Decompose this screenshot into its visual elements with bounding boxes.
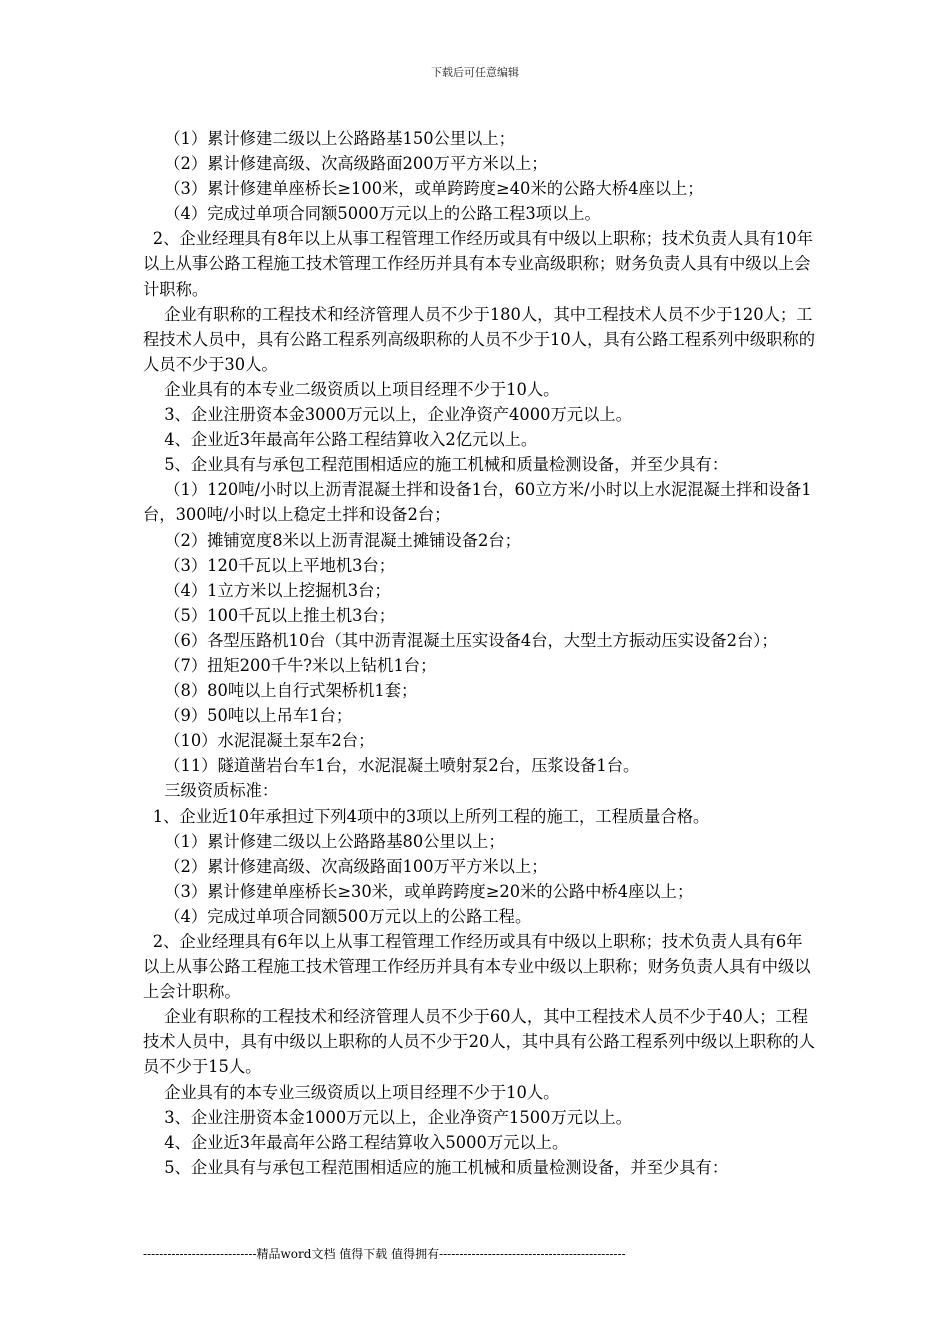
- paragraph: 2、企业经理具有6年以上从事工程管理工作经历或具有中级以上职称；技术负责人具有6年以上从事公路工程施工技术管理工作经历并具有本专业中级以上职称；财务负责人具有中级以上会计职称。: [143, 932, 811, 1002]
- paragraph: （4）1立方米以上挖掘机3台；: [164, 580, 391, 600]
- paragraph: 1、企业近10年承担过下列4项中的3项以上所列工程的施工，工程质量合格。: [152, 806, 710, 826]
- paragraph: 企业具有的本专业二级资质以上项目经理不少于10人。: [164, 379, 560, 399]
- paragraph: （3）120千瓦以上平地机3台；: [164, 555, 396, 575]
- paragraph: （2）累计修建高级、次高级路面100万平方米以上；: [164, 856, 548, 876]
- paragraph: 3、企业注册资本金1000万元以上，企业净资产1500万元以上。: [164, 1107, 632, 1127]
- paragraph: （2）累计修建高级、次高级路面200万平方米以上；: [164, 154, 548, 174]
- page-header: 下载后可任意编辑: [431, 66, 519, 79]
- section-heading: 三级资质标准：: [164, 781, 279, 801]
- paragraph: 4、企业近3年最高年公路工程结算收入5000万元以上。: [164, 1132, 569, 1152]
- paragraph: （11）隧道凿岩台车1台，水泥混凝土喷射泵2台，压浆设备1台。: [164, 756, 640, 776]
- paragraph: （1）120吨/小时以上沥青混凝土拌和设备1台，60立方米/小时以上水泥混凝土拌和设备1台，300吨/小时以上稳定土拌和设备2台；: [143, 480, 812, 525]
- paragraph: （1）累计修建二级以上公路路基150公里以上；: [164, 129, 515, 148]
- paragraph: 企业具有的本专业三级资质以上项目经理不少于10人。: [164, 1082, 560, 1102]
- paragraph: 5、企业具有与承包工程范围相适应的施工机械和质量检测设备，并至少具有：: [164, 1157, 729, 1177]
- paragraph: （7）扭矩200千牛?米以上钻机1台；: [164, 655, 437, 675]
- paragraph: 2、企业经理具有8年以上从事工程管理工作经历或具有中级以上职称；技术负责人具有10年以上从事公路工程施工技术管理工作经历并具有本专业高级职称；财务负责人具有中级以上会计职称。: [143, 229, 813, 299]
- paragraph: （10）水泥混凝土泵车2台；: [164, 731, 375, 751]
- paragraph: （3）累计修建单座桥长≥30米，或单跨跨度≥20米的公路中桥4座以上；: [164, 881, 694, 901]
- paragraph: （5）100千瓦以上推土机3台；: [164, 605, 396, 625]
- paragraph: （6）各型压路机10台（其中沥青混凝土压实设备4台，大型土方振动压实设备2台）；: [164, 630, 778, 650]
- paragraph: （1）累计修建二级以上公路路基80公里以上；: [164, 831, 505, 851]
- paragraph: （2）摊铺宽度8米以上沥青混凝土摊铺设备2台；: [164, 530, 521, 550]
- paragraph: （8）80吨以上自行式架桥机1套；: [164, 681, 418, 701]
- paragraph: 5、企业具有与承包工程范围相适应的施工机械和质量检测设备，并至少具有：: [164, 455, 729, 475]
- paragraph: 企业有职称的工程技术和经济管理人员不少于180人，其中工程技术人员不少于120人；工程技术人员中，具有公路工程系列高级职称的人员不少于10人，具有公路工程系列中级职称的人员不少于30人。: [143, 304, 815, 374]
- paragraph: 4、企业近3年最高年公路工程结算收入2亿元以上。: [164, 430, 538, 450]
- paragraph: （9）50吨以上吊车1台；: [164, 706, 353, 726]
- document-body: [143, 126, 815, 1180]
- paragraph: 企业有职称的工程技术和经济管理人员不少于60人，其中工程技术人员不少于40人；工程技术人员中，具有中级以上职称的人员不少于20人，其中具有公路工程系列中级以上职称的人员不少于15人。: [143, 1007, 815, 1077]
- paragraph: （4）完成过单项合同额5000万元以上的公路工程3项以上。: [164, 204, 601, 224]
- paragraph: （4）完成过单项合同额500万元以上的公路工程。: [164, 906, 532, 926]
- paragraph: 3、企业注册资本金3000万元以上，企业净资产4000万元以上。: [164, 405, 632, 425]
- page-footer: ----------------------------精品word文档 值得下载 值得拥有----------------------------------------------: [143, 1247, 626, 1261]
- paragraph: （3）累计修建单座桥长≥100米，或单跨跨度≥40米的公路大桥4座以上；: [164, 179, 704, 199]
